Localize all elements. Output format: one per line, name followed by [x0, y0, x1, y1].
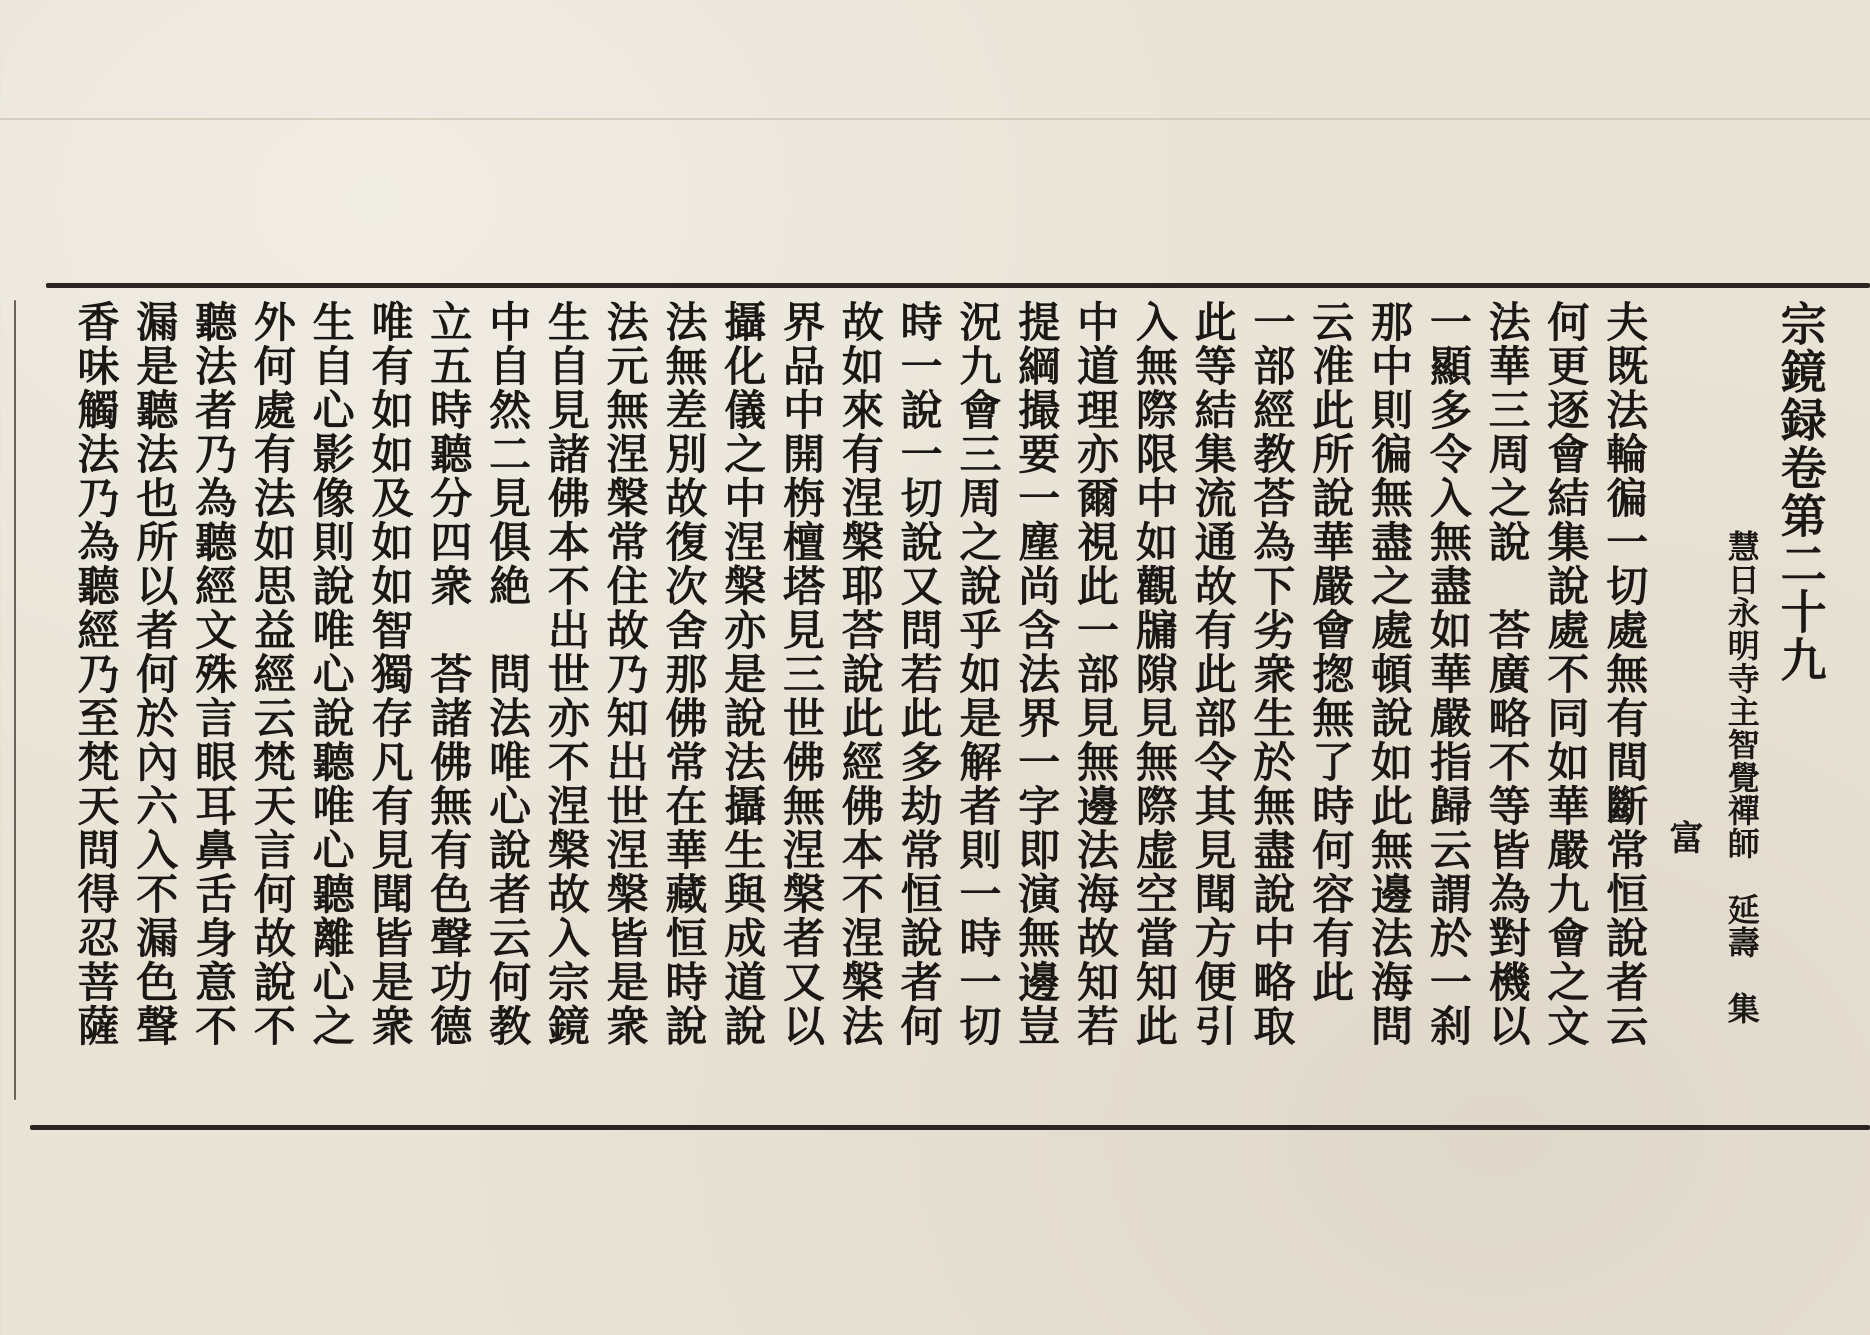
column-text: 法元無涅槃常住故乃知出世涅槃皆是衆: [600, 300, 650, 1048]
text-column: [1360, 300, 1419, 1100]
text-column: [1477, 300, 1536, 1100]
text-column: [1301, 300, 1360, 1100]
column-text: 況九會三周之說乎如是解者則一時一切: [953, 300, 1003, 1048]
text-column: [1007, 300, 1066, 1100]
column-text: 唯有如如及如如智獨存凡有見聞皆是衆: [365, 300, 415, 1048]
text-column-mark: [1654, 300, 1713, 1100]
left-border-rule: [14, 300, 16, 1100]
text-column: [1536, 300, 1595, 1100]
text-column: [1242, 300, 1301, 1100]
text-column: [536, 300, 595, 1100]
column-text: 入無際限中如觀牖隙見無際虚空當知此: [1129, 300, 1179, 1048]
text-column-title: [1771, 300, 1830, 1100]
serial-mark: 富: [1663, 820, 1703, 856]
column-text: 中自然二見俱絶 問法唯心說者云何教: [483, 300, 533, 1048]
text-column: [1066, 300, 1125, 1100]
text-column: [242, 300, 301, 1100]
text-column: [713, 300, 772, 1100]
column-text: 一部經教荅為下劣衆生於無盡說中略取: [1247, 300, 1297, 1048]
text-column-author: [1712, 300, 1771, 1100]
text-column: [1418, 300, 1477, 1100]
paper-fold-line: [0, 118, 1870, 120]
text-column: [125, 300, 184, 1100]
top-border-rule: [46, 283, 1870, 288]
column-text: 外何處有法如思益經云梵天言何故說不: [247, 300, 297, 1048]
text-column: [1183, 300, 1242, 1100]
column-text: 夫既法輪徧一切處無有間斷常恒說者云: [1600, 300, 1650, 1048]
text-column: [360, 300, 419, 1100]
text-column: [478, 300, 537, 1100]
column-text: 中道理亦爾視此一部見無邊法海故知若: [1071, 300, 1121, 1048]
text-column: [830, 300, 889, 1100]
column-text: 生自心影像則說唯心說聽唯心聽離心之: [306, 300, 356, 1048]
column-text: 時一說一切說又問若此多劫常恒說者何: [894, 300, 944, 1048]
text-column: [889, 300, 948, 1100]
text-column: [1124, 300, 1183, 1100]
text-column: [772, 300, 831, 1100]
column-text: 提綱撮要一塵尚含法界一字即演無邊豈: [1012, 300, 1062, 1048]
text-column: [948, 300, 1007, 1100]
column-text: 聽法者乃為聽經文殊言眼耳鼻舌身意不: [189, 300, 239, 1048]
text-column: [1595, 300, 1654, 1100]
column-text: 故如來有涅槃耶荅說此經佛本不涅槃法: [835, 300, 885, 1048]
text-column: [654, 300, 713, 1100]
volume-title: 宗鏡録卷第二十九: [1773, 300, 1828, 684]
text-column: [184, 300, 243, 1100]
text-column: [419, 300, 478, 1100]
column-text: 云准此所說華嚴會揔無了時何容有此: [1306, 300, 1356, 1004]
column-text: 漏是聽法也所以者何於內六入不漏色聲: [130, 300, 180, 1048]
text-column: [66, 300, 125, 1100]
author-line: 慧日永明寺主智覺禪師 延壽 集: [1722, 530, 1761, 1025]
column-text: 法華三周之說 荅廣略不等皆為對機以: [1482, 300, 1532, 1048]
column-text: 一顯多令入無盡如華嚴指歸云謂於一刹: [1423, 300, 1473, 1048]
column-text: 那中則徧無盡之處頓說如此無邊法海問: [1365, 300, 1415, 1048]
column-text: 何更逐會結集說處不同如華嚴九會之文: [1541, 300, 1591, 1048]
bottom-border-rule: [30, 1125, 1870, 1130]
column-text: 此等結集流通故有此部令其見聞方便引: [1188, 300, 1238, 1048]
vertical-text-block: [71, 300, 1830, 1100]
column-text: 立五時聽分四衆 荅諸佛無有色聲功德: [424, 300, 474, 1048]
text-column: [301, 300, 360, 1100]
column-text: 界品中開栴檀塔見三世佛無涅槃者又以: [777, 300, 827, 1048]
text-column: [595, 300, 654, 1100]
column-text: 法無差別故復次舍那佛常在華藏恒時說: [659, 300, 709, 1048]
column-text: 生自見諸佛本不出世亦不涅槃故入宗鏡: [541, 300, 591, 1048]
column-text: 香味觸法乃為聽經乃至梵天問得忍菩薩: [71, 300, 121, 1048]
column-text: 攝化儀之中涅槃亦是說法攝生與成道說: [718, 300, 768, 1048]
